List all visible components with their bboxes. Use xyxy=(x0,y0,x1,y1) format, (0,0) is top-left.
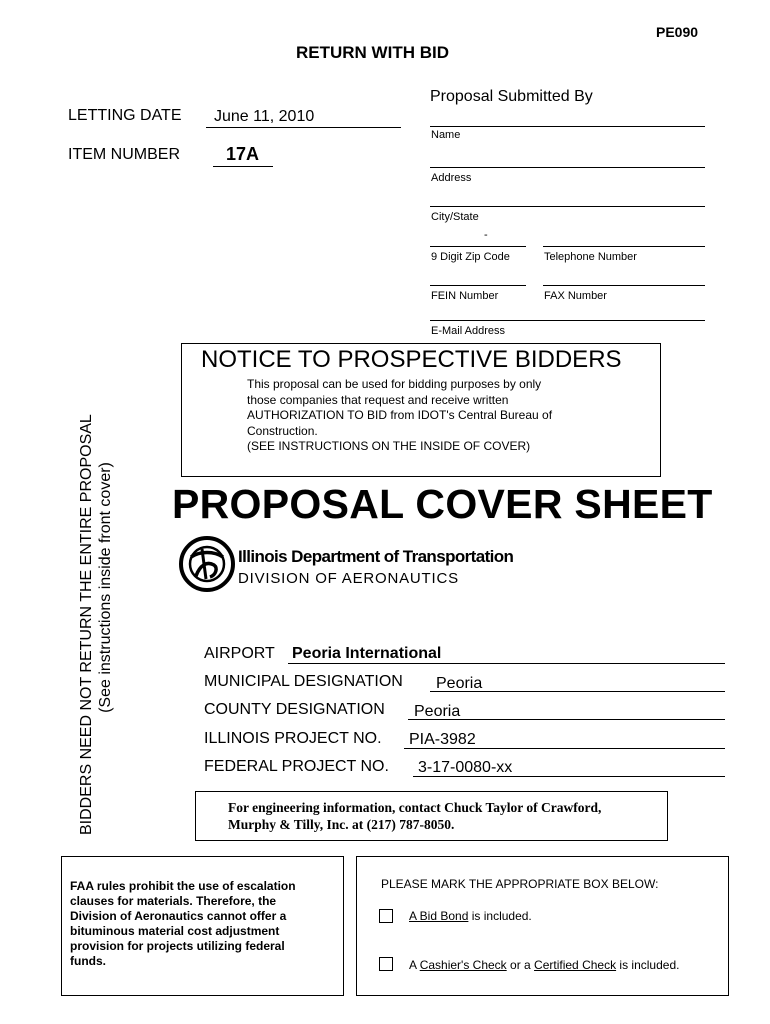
item-number-value: 17A xyxy=(226,144,260,164)
contact-box xyxy=(195,791,668,841)
zip-line[interactable] xyxy=(430,246,526,247)
city-state-line[interactable] xyxy=(430,206,705,207)
name-label: Name xyxy=(431,129,461,141)
federal-project-label: FEDERAL PROJECT NO. xyxy=(204,758,389,775)
illinois-project-value: PIA-3982 xyxy=(409,731,476,748)
logo-line2: DIVISION OF AERONAUTICS xyxy=(238,570,459,587)
letting-date-value: June 11, 2010 xyxy=(214,108,315,125)
check-opt-mid: or a xyxy=(506,958,535,972)
letting-date-label: LETTING DATE xyxy=(68,107,182,124)
item-number-label: ITEM NUMBER xyxy=(68,146,180,163)
zip-label: 9 Digit Zip Code xyxy=(431,251,510,263)
bid-bond-option xyxy=(409,909,532,923)
municipal-value: Peoria xyxy=(436,675,483,692)
item-number-line xyxy=(213,166,273,167)
email-label: E-Mail Address xyxy=(431,325,505,337)
certified-check-link: Certified Check xyxy=(534,958,617,972)
check-option xyxy=(409,958,679,972)
document-code: PE090 xyxy=(656,24,699,40)
bid-bond-link: A Bid Bond xyxy=(409,909,469,923)
notice-line4: Construction. xyxy=(247,423,318,438)
faa-notice-text xyxy=(70,879,336,969)
email-line[interactable] xyxy=(430,320,705,321)
faa-line4: bituminous material cost adjustment xyxy=(70,924,280,938)
logo-line1: Illinois Department of Transportation xyxy=(238,547,514,566)
faa-line5: provision for projects utilizing federal xyxy=(70,939,285,953)
check-opt-prefix: A xyxy=(409,958,420,972)
notice-line3: AUTHORIZATION TO BID from IDOT's Central Bureau of xyxy=(247,408,553,422)
phone-line[interactable] xyxy=(543,246,705,247)
airport-value: Peoria International xyxy=(292,645,442,662)
notice-title: NOTICE TO PROSPECTIVE BIDDERS xyxy=(201,346,622,373)
cover-title: PROPOSAL COVER SHEET xyxy=(172,481,713,527)
address-label: Address xyxy=(431,172,472,184)
fax-label: FAX Number xyxy=(544,290,607,302)
idot-logo-icon xyxy=(178,535,236,593)
bid-security-box xyxy=(356,856,729,996)
faa-line1: FAA rules prohibit the use of escalation xyxy=(70,879,296,893)
faa-line2: clauses for materials. Therefore, the xyxy=(70,894,277,908)
federal-project-line xyxy=(413,776,725,777)
airport-line xyxy=(288,663,725,664)
submitted-by-title: Proposal Submitted By xyxy=(430,88,593,105)
county-line xyxy=(408,719,725,720)
bid-bond-checkbox[interactable] xyxy=(379,909,393,923)
check-checkbox[interactable] xyxy=(379,957,393,971)
county-value: Peoria xyxy=(414,703,461,720)
faa-line6: funds. xyxy=(70,954,106,968)
mark-box-title: PLEASE MARK THE APPROPRIATE BOX BELOW: xyxy=(381,877,659,891)
cashiers-check-link: Cashier's Check xyxy=(419,958,507,972)
city-state-label: City/State xyxy=(431,211,479,223)
phone-label: Telephone Number xyxy=(544,251,637,263)
side-instruction-text xyxy=(77,340,115,835)
municipal-line xyxy=(430,691,725,692)
bid-bond-rest: is included. xyxy=(468,909,532,923)
municipal-label: MUNICIPAL DESIGNATION xyxy=(204,673,403,690)
letting-date-line xyxy=(206,127,401,128)
notice-line1: This proposal can be used for bidding purposes by only xyxy=(247,377,542,391)
fein-line[interactable] xyxy=(430,285,526,286)
notice-line2: those companies that request and receive written xyxy=(247,392,509,407)
return-with-bid-heading: RETURN WITH BID xyxy=(296,43,449,62)
contact-line2: Murphy & Tilly, Inc. at (217) 787-8050. xyxy=(228,817,455,832)
notice-box xyxy=(181,343,661,477)
address-line[interactable] xyxy=(430,167,705,168)
illinois-project-label: ILLINOIS PROJECT NO. xyxy=(204,730,382,747)
contact-text xyxy=(228,799,601,833)
contact-line1: For engineering information, contact Chuck Taylor of Crawford, xyxy=(228,800,602,815)
airport-label: AIRPORT xyxy=(204,645,275,662)
county-label: COUNTY DESIGNATION xyxy=(204,701,385,718)
federal-project-value: 3-17-0080-xx xyxy=(418,759,513,776)
illinois-project-line xyxy=(404,748,725,749)
notice-line5: (SEE INSTRUCTIONS ON THE INSIDE OF COVER) xyxy=(247,439,531,453)
faa-line3: Division of Aeronautics cannot offer a xyxy=(70,909,287,923)
fein-label: FEIN Number xyxy=(431,290,499,302)
side-text-line1: BIDDERS NEED NOT RETURN THE ENTIRE PROPOSAL xyxy=(78,414,95,835)
faa-notice-box xyxy=(61,856,344,996)
side-text-line2: (See instructions inside front cover) xyxy=(97,462,114,713)
name-line[interactable] xyxy=(430,126,705,127)
notice-body xyxy=(247,377,552,455)
fax-line[interactable] xyxy=(543,285,705,286)
check-opt-rest: is included. xyxy=(616,958,680,972)
zip-dash: - xyxy=(484,229,488,241)
